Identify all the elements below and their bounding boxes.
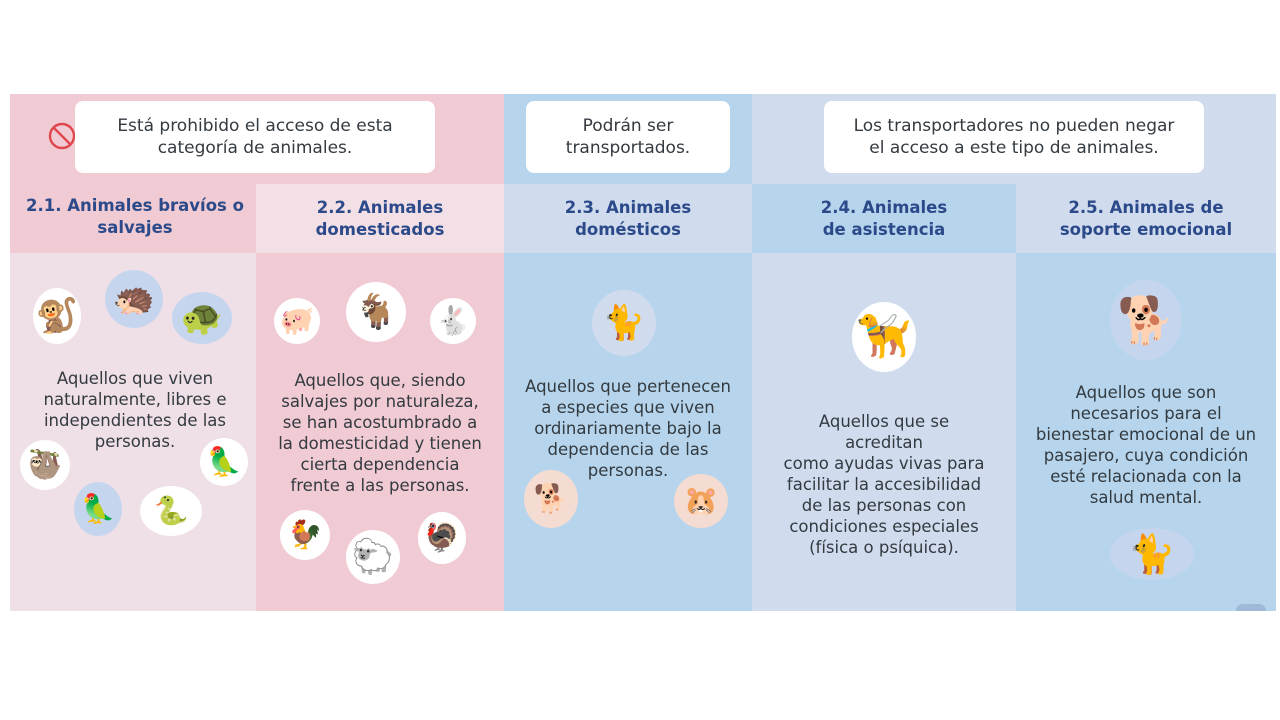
hamster-icon: 🐹 — [674, 474, 728, 528]
col2-title: 2.2. Animales domesticados — [315, 197, 445, 239]
sloth-icon: 🦥 — [20, 440, 70, 490]
parrot-icon: 🦜 — [74, 482, 122, 536]
goat-icon: 🐐 — [346, 282, 406, 342]
support-cat-icon: 🐈 — [1110, 528, 1194, 580]
col2-description: Aquellos que, siendo salvajes por naturaleza, se han acostumbrado a la domesticidad y tienen cierta dependencia frente a las personas. — [278, 371, 482, 495]
bulldog-icon: 🐕 — [524, 470, 578, 528]
col5-title: 2.5. Animales de soporte emocional — [1059, 197, 1233, 239]
col1-title: 2.1. Animales bravíos o salvajes — [26, 196, 244, 237]
guide-dog-icon: 🦮 — [852, 302, 916, 372]
support-dog-icon: 🐕 — [1110, 280, 1182, 360]
prohibited-note: Está prohibido el acceso de esta categoría de animales. — [75, 101, 435, 173]
col4-title: 2.4. Animales de asistencia — [820, 197, 948, 239]
cat-icon: 🐈 — [592, 290, 656, 356]
col4-description: Aquellos que se acreditan como ayudas vivas para facilitar la accesibilidad de las personas con condiciones especiales (física o psíquica). — [783, 412, 985, 557]
transport-note: Podrán ser transportados. — [526, 101, 730, 173]
sheep-icon: 🐑 — [346, 530, 400, 584]
prohibited-icon — [48, 122, 76, 150]
turkey-icon: 🦃 — [418, 512, 466, 564]
armadillo-icon: 🦔 — [105, 270, 163, 328]
col3-title: 2.3. Animales domésticos — [564, 197, 692, 239]
col5-description: Aquellos que son necesarios para el bienestar emocional de un pasajero, cuya condición esté relacionada con la salud mental. — [1035, 383, 1257, 507]
corner-decoration — [1236, 604, 1266, 611]
rabbit-icon: 🐇 — [430, 298, 476, 344]
rooster-icon: 🐓 — [280, 510, 330, 560]
snake-icon: 🐍 — [140, 486, 202, 536]
turtle-icon: 🐢 — [172, 292, 232, 344]
col3-description: Aquellos que pertenecen a especies que viven ordinariamente bajo la dependencia de las personas. — [525, 377, 731, 480]
access-note: Los transportadores no pueden negar el acceso a este tipo de animales. — [824, 101, 1204, 173]
toucan-icon: 🦜 — [200, 438, 248, 486]
col1-description: Aquellos que viven naturalmente, libres e independientes de las personas. — [43, 369, 227, 451]
monkey-icon: 🐒 — [33, 288, 81, 344]
pig-icon: 🐖 — [274, 298, 320, 344]
